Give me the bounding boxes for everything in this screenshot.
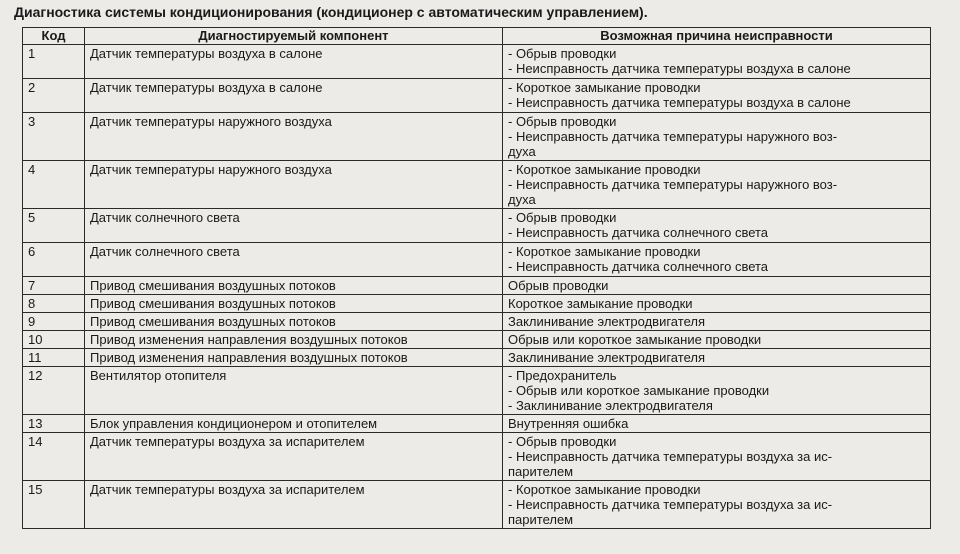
cell-cause [503,79,931,113]
table-row [23,349,931,367]
cause-line: - Обрыв или короткое замыкание проводки [508,383,770,398]
diagnostics-table [22,27,931,529]
cause-line: - Неисправность датчика температуры воздуха за ис- [508,449,833,464]
header-code: Код [23,28,85,45]
cell-code: 3 [23,113,85,161]
cell-component: Датчик температуры воздуха за испарителем [85,481,503,529]
table-row [23,331,931,349]
cell-cause [503,313,931,331]
table-row [23,313,931,331]
cell-component: Датчик солнечного света [85,209,503,243]
header-component: Диагностируемый компонент [85,28,503,45]
cell-component: Привод смешивания воздушных потоков [85,277,503,295]
cell-code: 2 [23,79,85,113]
cell-cause [503,209,931,243]
cell-cause [503,481,931,529]
cell-code: 4 [23,161,85,209]
cause-line: - Неисправность датчика температуры наружного воз- [508,177,838,192]
cell-component: Датчик температуры наружного воздуха [85,113,503,161]
cell-cause [503,331,931,349]
table-row [23,433,931,481]
cell-cause [503,161,931,209]
cell-cause [503,113,931,161]
cell-component: Привод изменения направления воздушных потоков [85,331,503,349]
cell-component: Датчик температуры воздуха за испарителем [85,433,503,481]
table-row [23,209,931,243]
cell-component: Привод изменения направления воздушных потоков [85,349,503,367]
cell-cause [503,433,931,481]
cell-component: Датчик температуры воздуха в салоне [85,79,503,113]
cell-cause [503,349,931,367]
cause-line: Обрыв проводки [508,278,609,293]
cell-cause [503,415,931,433]
cause-line: - Короткое замыкание проводки [508,244,701,259]
cell-component: Привод смешивания воздушных потоков [85,313,503,331]
cause-line: парителем [508,512,574,527]
cause-line: - Короткое замыкание проводки [508,162,701,177]
cell-code: 5 [23,209,85,243]
cell-code: 8 [23,295,85,313]
cell-component: Блок управления кондиционером и отопителем [85,415,503,433]
table-row [23,367,931,415]
cell-component: Привод смешивания воздушных потоков [85,295,503,313]
cell-cause [503,367,931,415]
cause-line: духа [508,192,536,207]
cause-line: парителем [508,464,574,479]
cause-line: Обрыв или короткое замыкание проводки [508,332,762,347]
cause-line: - Неисправность датчика солнечного света [508,225,769,240]
cause-line: - Заклинивание электродвигателя [508,398,713,413]
cell-component: Датчик температуры воздуха в салоне [85,45,503,79]
cell-component: Датчик солнечного света [85,243,503,277]
cause-line: - Неисправность датчика температуры воздуха в салоне [508,61,851,76]
table-row [23,45,931,79]
cell-cause [503,45,931,79]
cause-line: Короткое замыкание проводки [508,296,693,311]
table-row [23,415,931,433]
cell-code: 7 [23,277,85,295]
cell-code: 15 [23,481,85,529]
table-row [23,161,931,209]
cause-line: - Обрыв проводки [508,114,617,129]
table-row [23,113,931,161]
cell-code: 13 [23,415,85,433]
cell-code: 9 [23,313,85,331]
cell-component: Вентилятор отопителя [85,367,503,415]
table-header-row [23,28,931,45]
cell-cause [503,277,931,295]
table-body [23,45,931,529]
table-row [23,295,931,313]
table-row [23,277,931,295]
cell-code: 1 [23,45,85,79]
cell-cause [503,243,931,277]
cause-line: - Короткое замыкание проводки [508,80,701,95]
table-row [23,481,931,529]
cause-line: - Короткое замыкание проводки [508,482,701,497]
cause-line: - Обрыв проводки [508,210,617,225]
table-row [23,243,931,277]
cell-cause [503,295,931,313]
cause-line: - Обрыв проводки [508,434,617,449]
cause-line: Заклинивание электродвигателя [508,314,705,329]
cell-code: 10 [23,331,85,349]
cause-line: - Обрыв проводки [508,46,617,61]
cause-line: - Неисправность датчика солнечного света [508,259,769,274]
header-cause: Возможная причина неисправности [503,28,931,45]
cell-code: 11 [23,349,85,367]
cause-line: Заклинивание электродвигателя [508,350,705,365]
table-row [23,79,931,113]
page-title: Диагностика системы кондиционирования (кондиционер с автоматическим управлением). [14,4,648,20]
cause-line: - Неисправность датчика температуры воздуха за ис- [508,497,833,512]
cell-component: Датчик температуры наружного воздуха [85,161,503,209]
cause-line: - Предохранитель [508,368,617,383]
cell-code: 14 [23,433,85,481]
cause-line: духа [508,144,536,159]
cause-line: - Неисправность датчика температуры воздуха в салоне [508,95,851,110]
cell-code: 6 [23,243,85,277]
cause-line: - Неисправность датчика температуры наружного воз- [508,129,838,144]
cause-line: Внутренняя ошибка [508,416,629,431]
cell-code: 12 [23,367,85,415]
